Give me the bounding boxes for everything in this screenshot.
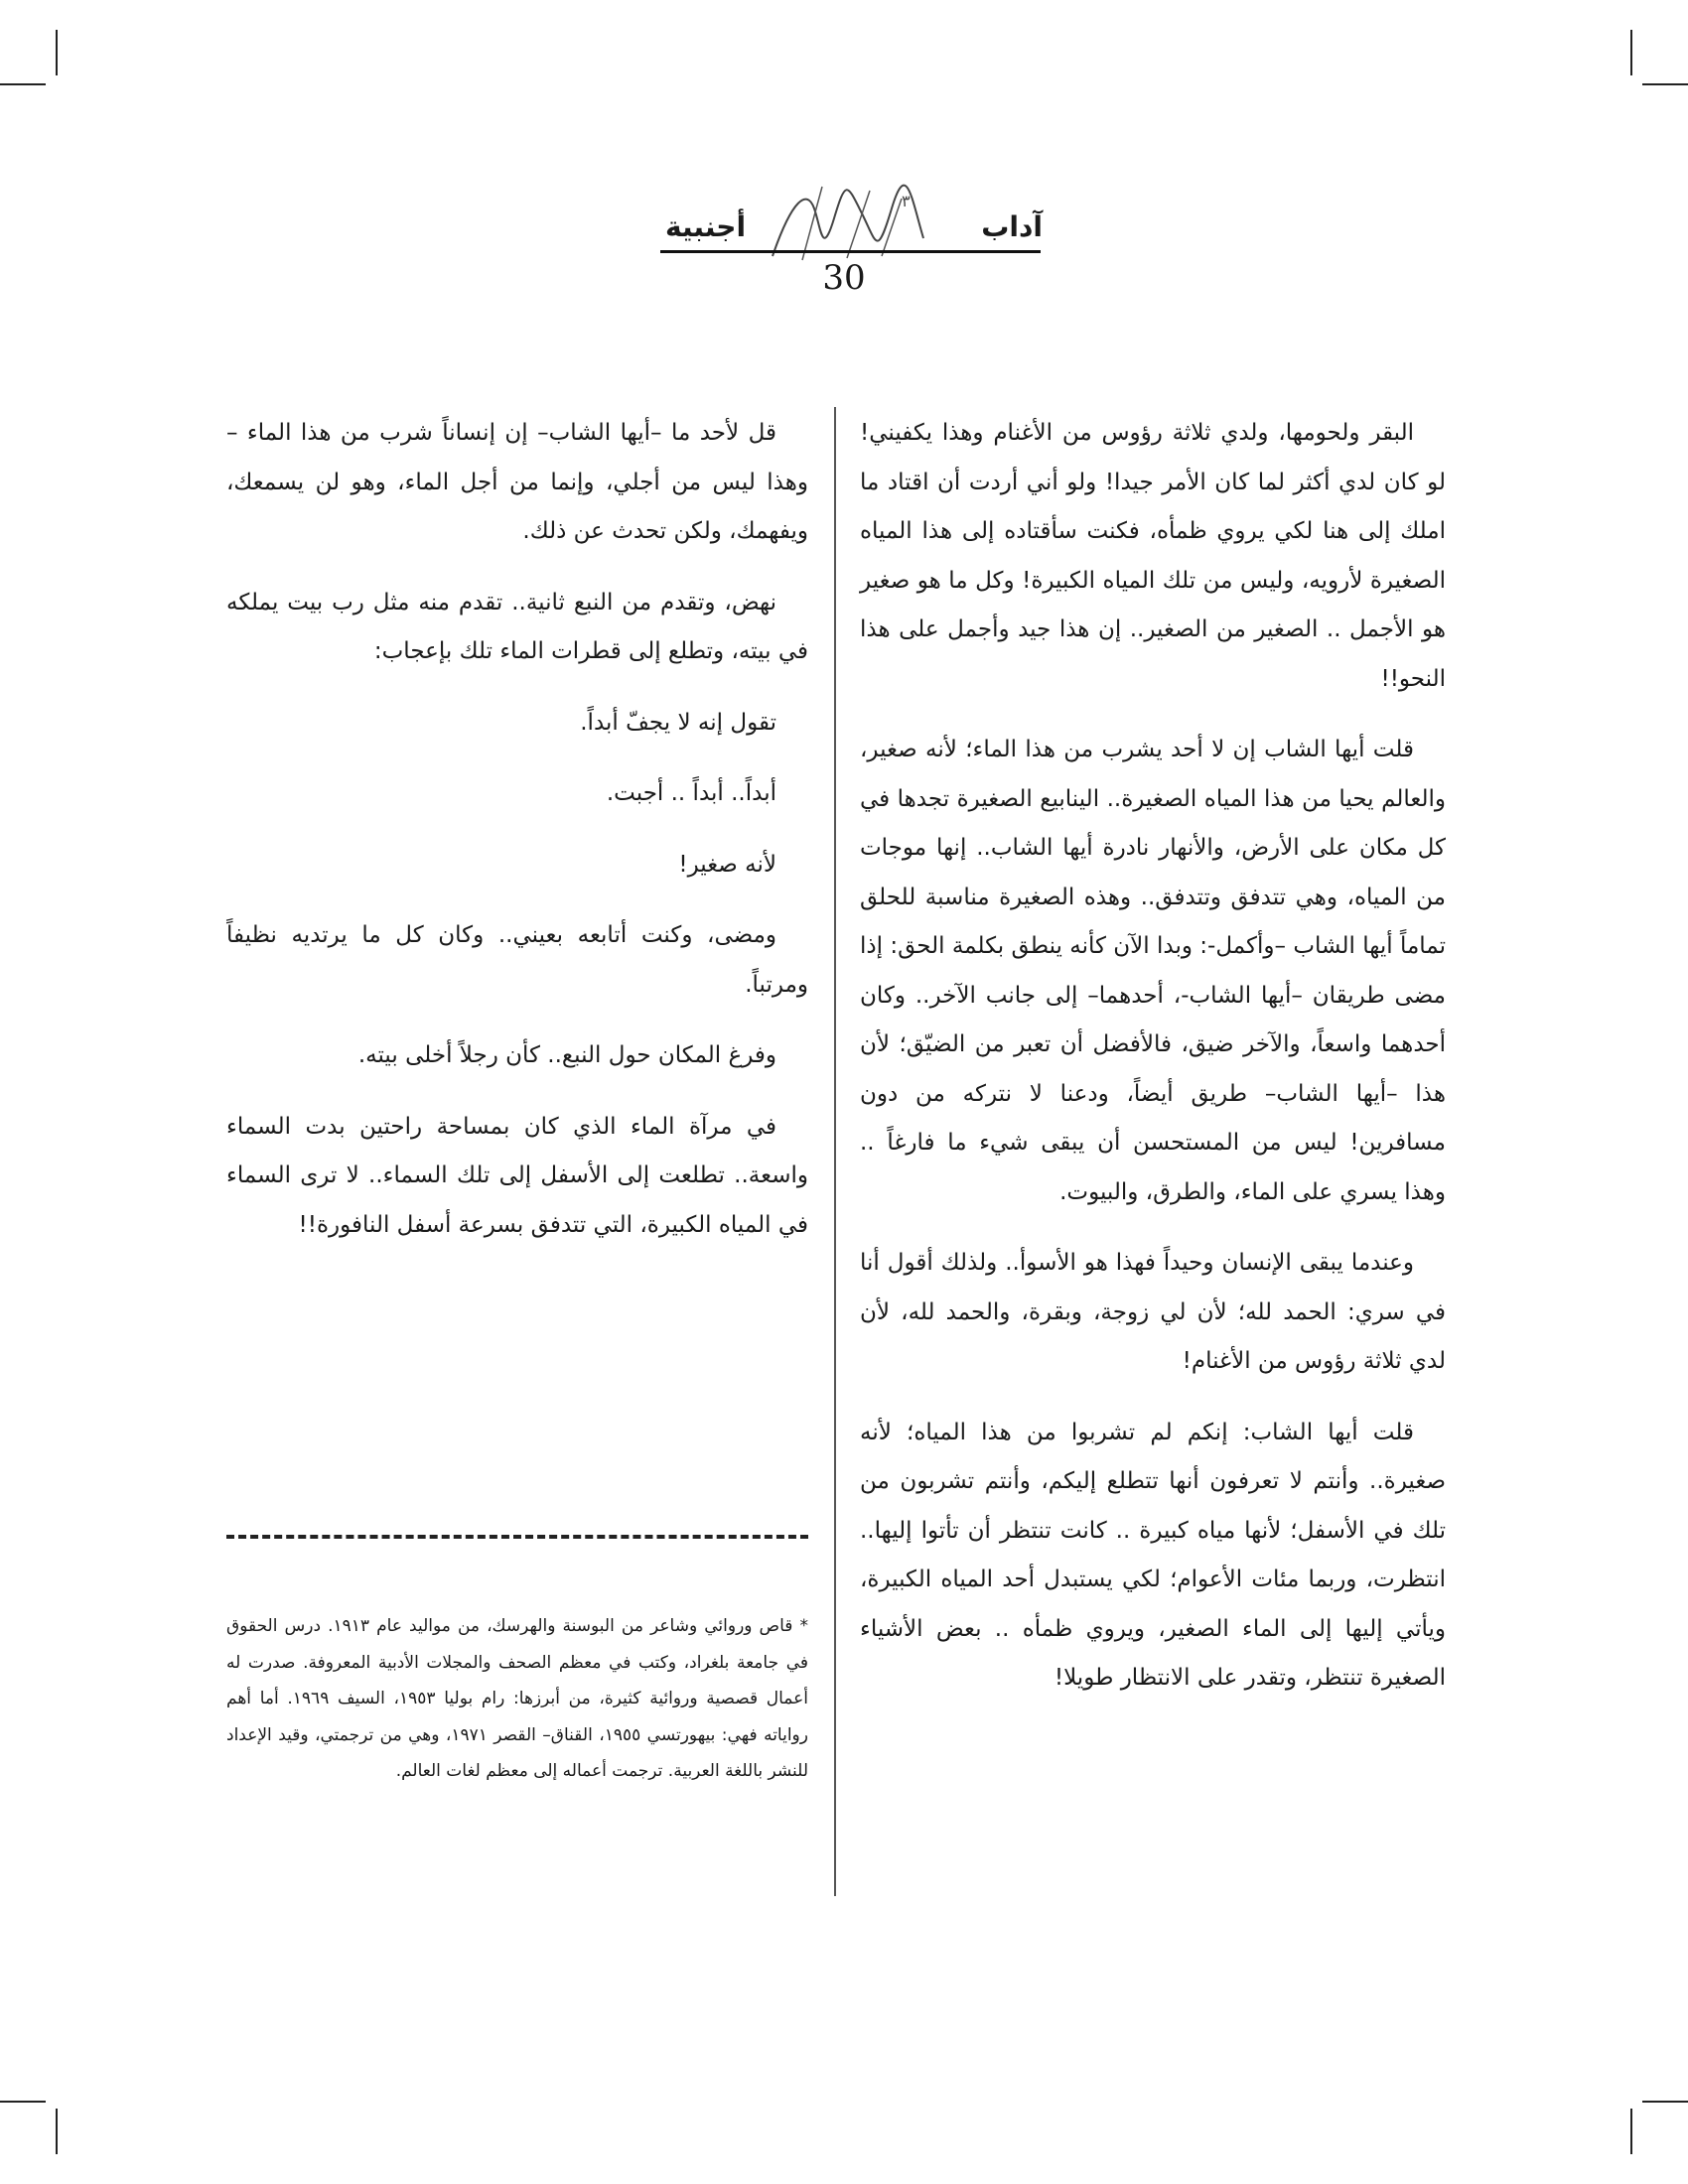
- column-divider: [834, 407, 836, 1896]
- header-section-title: آداب: [981, 210, 1043, 243]
- paragraph: قلت أيها الشاب إن لا أحد يشرب من هذا الماء؛ لأنه صغير، والعالم يحيا من هذا المياه الصغيرة.. الينابيع الصغيرة تجدها في كل مكان على الأرض، والأنهار نادرة أيها الشاب.. إنها موجات من المياه، وهي تتدفق وتتدفق.. وهذه الصغيرة مناسبة للحلق تماماً أيها الشاب –وأكمل-: وبدا الآن كأنه ينطق بكلمة الحق: إذا مضى طريقان –أيها الشاب-، أحدهما– إلى جانب الآخر.. وكان أحدهما واسعاً، والآخر ضيق، فالأفضل أن تعبر من الضيّق؛ لأن هذا –أيها الشاب– طريق أيضاً، ودعنا لا نتركه من دون مسافرين! ليس من المستحسن أن يبقى شيء ما فارغاً .. وهذا يسري على الماء، والطرق، والبيوت.: [860, 737, 1446, 1205]
- paragraph: وفرغ المكان حول النبع.. كأن رجلاً أخلى بيته.: [357, 1042, 776, 1068]
- page-number: 30: [822, 258, 866, 298]
- crop-mark: [1630, 30, 1632, 75]
- crop-mark: [1642, 2101, 1688, 2103]
- right-column: [860, 409, 1446, 1725]
- header-rule: [660, 250, 1041, 253]
- paragraph: قلت أيها الشاب: إنكم لم تشربوا من هذا المياه؛ لأنه صغيرة.. وأنتم لا تعرفون أنها تتطلع إليكم، وأنتم تشربون من تلك في الأسفل؛ لأنها مياه كبيرة .. كانت تنتظر أن تأتوا إليها.. انتظرت، وربما مئات الأعوام؛ لكي يستبدل أحد المياه الكبيرة، ويأتي إليها إلى الماء الصغير، ويروي ظمأه .. بعض الأشياء الصغيرة تنتظر، وتقدر على الانتظار طويلا!: [860, 1419, 1446, 1691]
- header-logo-text: أجنبية: [665, 210, 747, 243]
- footnote-separator: [226, 1535, 808, 1539]
- paragraph: نهض، وتقدم من النبع ثانية.. تقدم منه مثل رب بيت يملكه في بيته، وتطلع إلى قطرات الماء تلك بإعجاب:: [226, 589, 808, 664]
- crop-mark: [56, 30, 58, 75]
- paragraph: في مرآة الماء الذي كان بمساحة راحتين بدت السماء واسعة.. تطلعت إلى الأسفل إلى تلك السماء.. لا ترى السماء في المياه الكبيرة، التي تتدفق بسرعة أسفل النافورة!!: [226, 1113, 808, 1238]
- paragraph: لأنه صغير!: [678, 851, 776, 878]
- paragraph: أبداً.. أبداً .. أجبت.: [606, 780, 776, 806]
- svg-text:٣: ٣: [902, 192, 911, 210]
- crop-mark: [1642, 83, 1688, 85]
- paragraph: تقول إنه لا يجفّ أبداً.: [580, 709, 776, 736]
- crop-mark: [0, 83, 46, 85]
- paragraph: وعندما يبقى الإنسان وحيداً فهذا هو الأسوأ.. ولذلك أقول أنا في سري: الحمد لله؛ لأن لي زوجة، وبقرة، والحمد لله، لأن لدي ثلاثة رؤوس من الأغنام!: [860, 1250, 1446, 1374]
- crop-mark: [1630, 2109, 1632, 2154]
- paragraph: البقر ولحومها، ولدي ثلاثة رؤوس من الأغنام وهذا يكفيني! لو كان لدي أكثر لما كان الأمر جيدا! ولو أني أردت أن اقتاد ما املك إلى هنا لكي يروي ظمأه، فكنت سأقتاده إلى هذا المياه الصغيرة لأرويه، وليس من تلك المياه الكبيرة! وكل ما هو صغير هو الأجمل .. الصغير من الصغير.. إن هذا جيد وأجمل على هذا النحو!!: [860, 420, 1446, 692]
- footnote: * قاص وروائي وشاعر من البوسنة والهرسك، من مواليد عام ١٩١٣. درس الحقوق في جامعة بلغراد، وكتب في معظم الصحف والمجلات الأدبية المعروفة. صدرت له أعمال قصصية وروائية كثيرة، من أبرزها: رام بوليا ١٩٥٣، السيف ١٩٦٩. أما أهم رواياته فهي: بيهورتسي ١٩٥٥، القناق– القصر ١٩٧١، وهي من ترجمتي، وقيد الإعداد للنشر باللغة العربية. ترجمت أعماله إلى معظم لغات العالم.: [226, 1616, 808, 1781]
- page-header: [645, 189, 1043, 318]
- paragraph: قل لأحد ما –أيها الشاب– إن إنساناً شرب من هذا الماء –وهذا ليس من أجلي، وإنما من أجل الماء، وهو لن يسمعك، ويفهمك، ولكن تحدث عن ذلك.: [226, 420, 808, 544]
- crop-mark: [56, 2109, 58, 2154]
- left-column: [226, 409, 808, 1272]
- crop-mark: [0, 2101, 46, 2103]
- paragraph: ومضى، وكنت أتابعه بعيني.. وكان كل ما يرتديه نظيفاً ومرتباً.: [226, 922, 808, 998]
